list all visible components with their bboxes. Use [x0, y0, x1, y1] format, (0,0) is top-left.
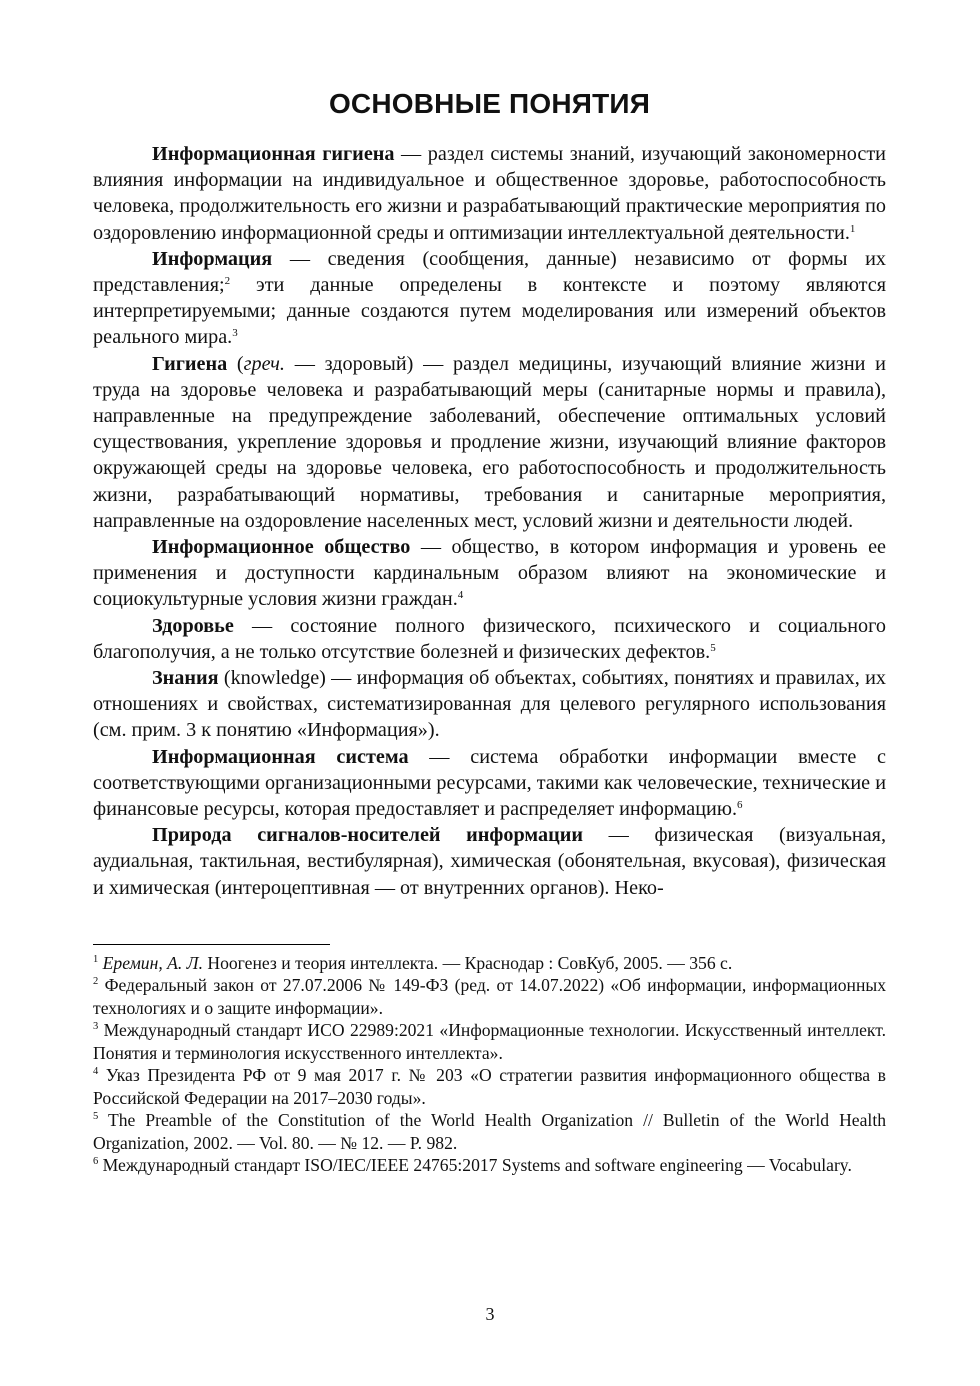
definition-text: — система обработки информации вместе с соответствующими организационными ресурсами, такими как человеческие, технические и финансовые ресурсы, которая предоставляет и распределяет информацию.	[93, 745, 886, 821]
footnote-ref: 2	[224, 275, 231, 288]
definition-text: (knowledge) — информация об объектах, событиях, понятиях и правилах, их отношениях и свойствах, систематизированная для целевого регулярного использования (см. прим. 3 к понятию «Информация»).	[93, 667, 886, 742]
definition-text: эти данные определены в контексте и поэтому являются интерпретируемыми; данные создаются путем моделирования или измерений объектов реального мира.	[93, 274, 886, 349]
footnotes	[93, 952, 886, 1177]
definition-text: — сведения (сообщения, данные) независимо от формы их представления;	[93, 247, 886, 297]
footnote	[93, 1019, 886, 1064]
footnote-text: Международный стандарт ИСО 22989:2021 «Информационные технологии. Искусственный интеллект. Понятия и терминология искусственного интеллекта».	[93, 1020, 886, 1063]
definition-paragraph	[93, 744, 886, 823]
footnote-ref: 5	[710, 641, 716, 654]
term: Природа сигналов-носителей информации	[152, 824, 584, 847]
definition-text: — состояние полного физического, психического и социального благополучия, а не только отсутствие болезней и физических дефектов.	[93, 614, 886, 663]
page-number: 3	[485, 1304, 495, 1324]
definition-paragraph	[93, 351, 886, 534]
footnote	[93, 974, 886, 1019]
term: Информационная система	[152, 745, 409, 768]
definition-text: (	[227, 352, 244, 375]
term: Информационная гигиена	[152, 143, 395, 165]
footnote-number: 1	[93, 953, 99, 965]
footnote-author: Еремин, А. Л.	[102, 952, 203, 973]
definition-text: — раздел системы знаний, изучающий закономерности влияния информации на индивидуальное и общественное здоровье, работоспособность человека, продолжительность его жизни и разрабатывающий практические мероприятия по оздоровлению информационной среды и оптимизации интеллектуальной деятельности.	[93, 143, 886, 244]
footnote	[93, 952, 886, 975]
definition-paragraph	[93, 246, 886, 351]
term: Здоровье	[152, 614, 234, 637]
definition-text: — общество, в котором информация и уровень ее применения и доступности кардинальным образом влияют на экономические и социокультурные условия жизни граждан.	[93, 536, 886, 611]
definition-text: — физическая (визуальная, аудиальная, тактильная, вестибулярная), химическая (обонятельная, вкусовая), физическая и химическая (интероцептивная — от внутренних органов). Неко-	[93, 824, 886, 899]
footnote-text: Указ Президента РФ от 9 мая 2017 г. № 203 «О стратегии развития информационного общества в Российской Федерации на 2017–2030 годы».	[93, 1065, 886, 1108]
definition-italic: греч.	[243, 352, 285, 375]
page-title: ОСНОВНЫЕ ПОНЯТИЯ	[328, 88, 651, 119]
footnote	[93, 1064, 886, 1109]
footnote-number: 2	[93, 976, 99, 988]
footnote-ref: 4	[457, 589, 464, 602]
footnote-ref: 3	[232, 327, 238, 340]
footnote-text: Международный стандарт ISO/IEC/IEEE 24765:2017 Systems and software engineering — Vocabulary.	[98, 1155, 852, 1176]
footnote-number: 3	[93, 1021, 99, 1033]
definition-paragraph	[93, 534, 886, 613]
term: Гигиена	[152, 352, 228, 375]
term: Информационное общество	[152, 536, 411, 559]
term: Знания	[152, 667, 219, 690]
definitions-body	[93, 141, 886, 901]
definition-paragraph	[93, 822, 886, 901]
footnote-text: Федеральный закон от 27.07.2006 № 149-ФЗ (ред. от 14.07.2022) «Об информации, информационных технологиях и о защите информации».	[93, 975, 886, 1018]
footnote-ref: 6	[737, 799, 743, 812]
footnote-text: Ноогенез и теория интеллекта. — Краснодар : СовКуб, 2005. — 356 с.	[202, 952, 733, 973]
footnote-number: 5	[93, 1111, 99, 1123]
definition-paragraph	[93, 665, 886, 744]
footnote-number: 6	[93, 1156, 99, 1168]
footnote-divider	[93, 944, 330, 945]
footnote-text: The Preamble of the Constitution of the World Health Organization // Bulletin of the World Health Organization, 2002. — Vol. 80. — № 12. — P. 982.	[93, 1110, 886, 1153]
footnote-number: 4	[93, 1066, 99, 1078]
term: Информация	[152, 247, 273, 270]
footnote	[93, 1109, 886, 1154]
definition-text: — здоровый) — раздел медицины, изучающий влияние жизни и труда на здоровье человека и разрабатывающий меры (санитарные нормы и правила), направленные на предупреждение заболеваний, обеспечение оптимальных условий существования, укрепление здоровья и продление жизни, изучающий влияние факторов окружающей среды на здоровье человека, его работоспособность и продолжительность жизни, разрабатывающий нормативы, требования и санитарные мероприятия, направленные на оздоровление населенных мест, условий жизни и деятельности людей.	[93, 352, 886, 532]
definition-paragraph	[93, 141, 886, 246]
definition-paragraph	[93, 613, 886, 665]
footnote-ref: 1	[849, 222, 856, 235]
footnote	[93, 1154, 886, 1177]
